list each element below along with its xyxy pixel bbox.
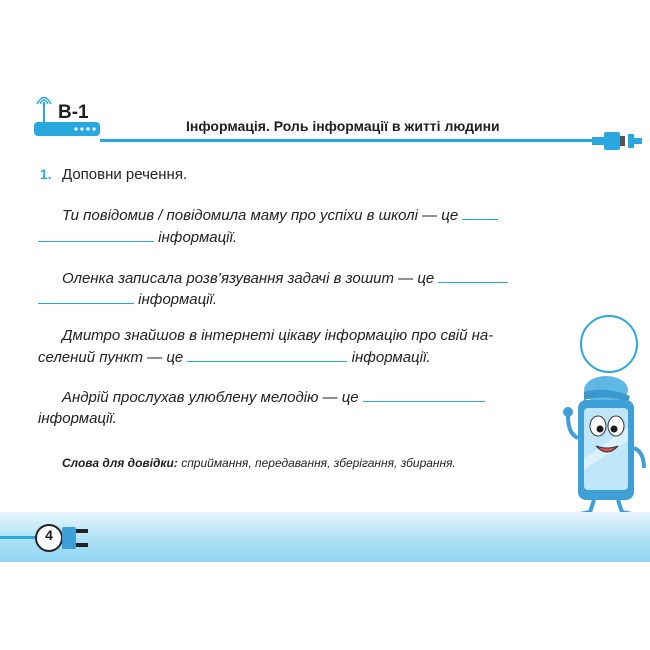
sentence-2-text: Оленка записала розв’язування задачі в зошит — це	[62, 270, 435, 287]
answer-blank[interactable]	[38, 228, 154, 242]
sentence-3-line-2	[38, 348, 430, 366]
page-number: 4	[45, 527, 53, 543]
sentence-3-line-1	[62, 327, 493, 344]
grade-circle	[580, 315, 638, 373]
phone-mascot-icon	[560, 368, 650, 518]
sentence-4-ending: інформації.	[38, 410, 117, 427]
header-divider	[100, 139, 620, 142]
variant-badge: В-1	[58, 102, 89, 123]
footer-band	[0, 512, 650, 562]
sentence-1-line-1	[62, 206, 498, 224]
sentence-1-text: Ти повідомив / повідомила маму про успіхи в школі — це	[62, 207, 459, 224]
sentence-4-text: Андрій прослухав улюблену мелодію — це	[62, 389, 359, 406]
sentence-2-line-1	[62, 269, 508, 287]
sentence-3-ending: інформації.	[351, 349, 431, 366]
task-number: 1.	[40, 166, 52, 182]
sentence-3-text: Дмитро знайшов в інтернеті цікаву інформацію про свій на-	[62, 327, 494, 344]
sentence-1-line-2	[38, 228, 237, 246]
sentence-3-text-cont: селений пункт — це	[38, 349, 184, 366]
hint-list: сприймання, передавання, зберігання, збирання.	[181, 456, 456, 470]
answer-blank[interactable]	[438, 269, 508, 283]
sentence-4-line-2	[38, 410, 117, 427]
task-instruction: Доповни речення.	[62, 166, 188, 183]
answer-blank[interactable]	[38, 290, 134, 304]
sentence-2-line-2	[38, 290, 217, 308]
sentence-2-ending: інформації.	[138, 291, 218, 308]
hint-label: Слова для довідки:	[62, 456, 178, 470]
answer-blank[interactable]	[462, 206, 498, 220]
cable-end-icon	[592, 130, 642, 152]
sentence-4-line-1	[62, 388, 485, 406]
plug-icon	[28, 518, 94, 558]
sentence-1-ending: інформації.	[158, 229, 238, 246]
page-title: Інформація. Роль інформації в житті людини	[186, 118, 500, 134]
answer-blank[interactable]	[363, 388, 485, 402]
hint-words	[62, 456, 456, 470]
answer-blank[interactable]	[187, 348, 347, 362]
